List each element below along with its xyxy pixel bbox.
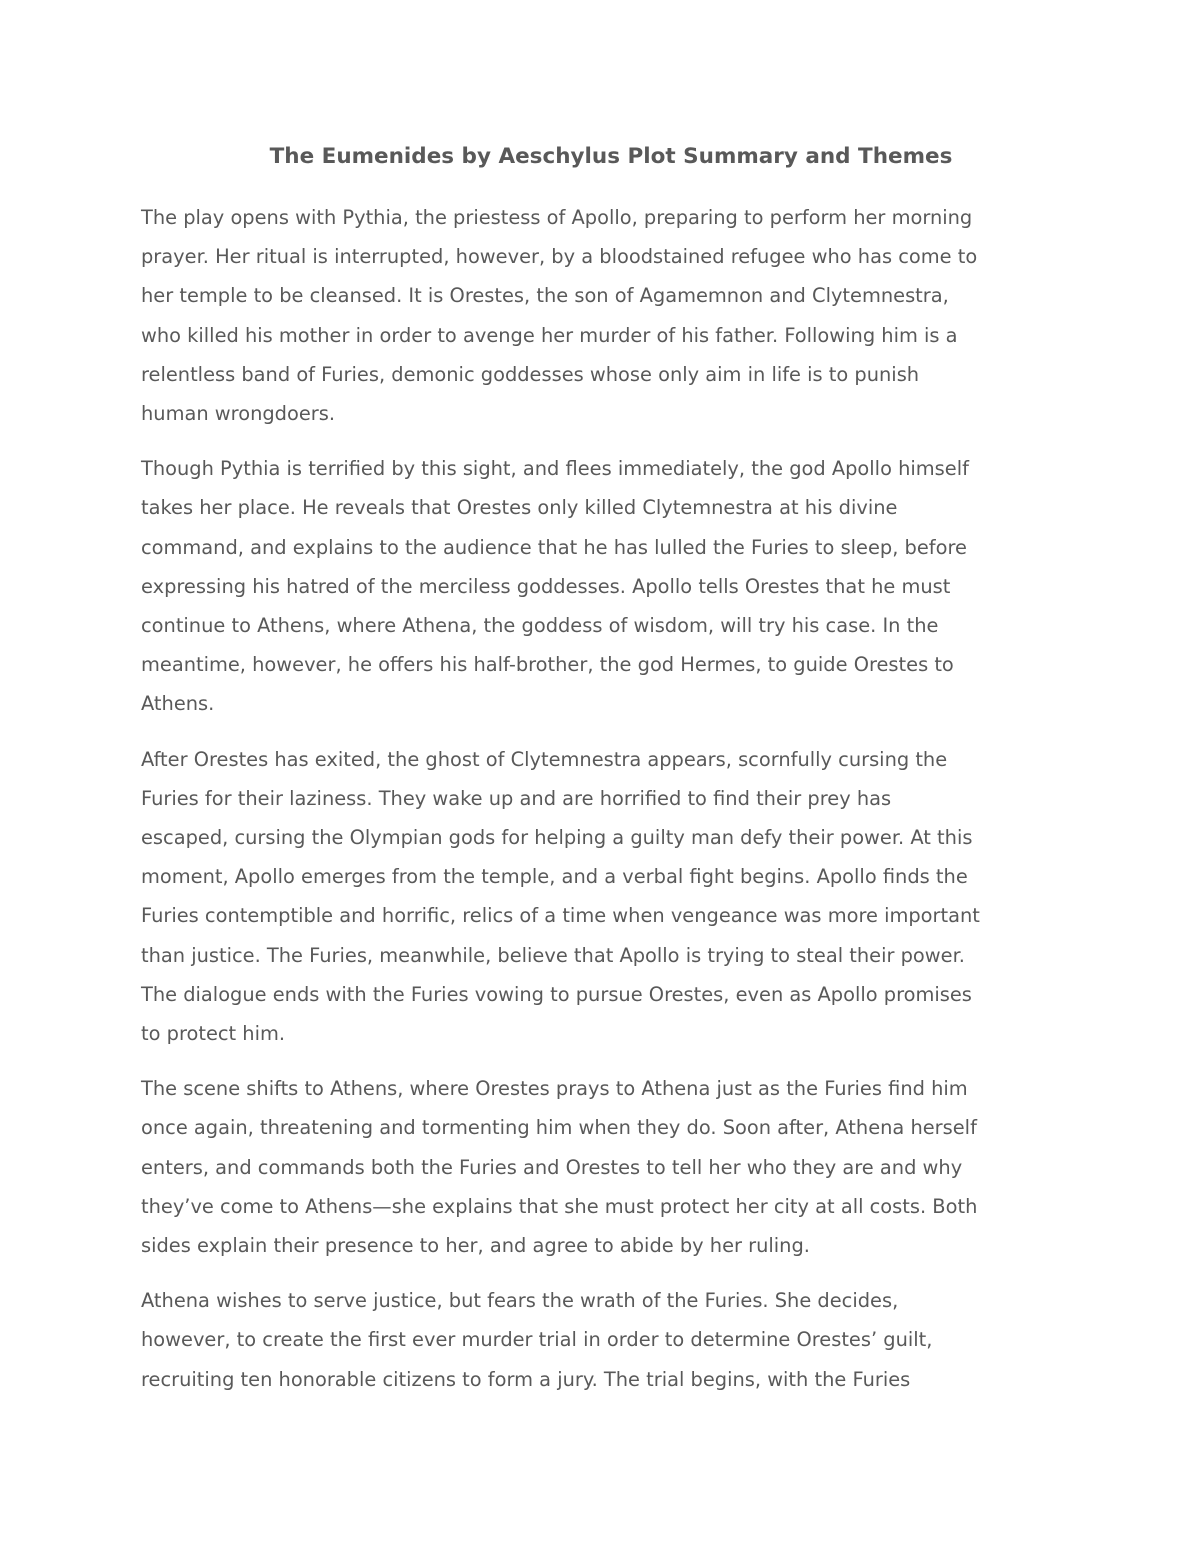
paragraph-line: The dialogue ends with the Furies vowing to pursue Orestes, even as Apollo promises bbox=[141, 982, 972, 1006]
paragraph-line: who killed his mother in order to avenge her murder of his father. Following him is a bbox=[141, 323, 958, 347]
paragraph bbox=[141, 198, 1086, 433]
paragraph-line: relentless band of Furies, demonic goddesses whose only aim in life is to punish bbox=[141, 362, 920, 386]
paragraph-line: expressing his hatred of the merciless goddesses. Apollo tells Orestes that he must bbox=[141, 574, 951, 598]
document-title: The Eumenides by Aeschylus Plot Summary and Themes bbox=[269, 144, 953, 169]
paragraph-line: than justice. The Furies, meanwhile, believe that Apollo is trying to steal their power. bbox=[141, 943, 965, 967]
paragraph-line: once again, threatening and tormenting him when they do. Soon after, Athena herself bbox=[141, 1116, 977, 1140]
paragraph-line: recruiting ten honorable citizens to form a jury. The trial begins, with the Furies bbox=[141, 1367, 911, 1391]
paragraph bbox=[141, 1281, 1086, 1399]
paragraph-line: however, to create the first ever murder trial in order to determine Orestes’ guilt, bbox=[141, 1328, 933, 1352]
paragraph-line: moment, Apollo emerges from the temple, and a verbal fight begins. Apollo finds the bbox=[141, 865, 968, 889]
paragraph-line: escaped, cursing the Olympian gods for helping a guilty man defy their power. At this bbox=[141, 826, 973, 850]
paragraph-line: human wrongdoers. bbox=[141, 402, 336, 426]
paragraph-line: The play opens with Pythia, the priestess of Apollo, preparing to perform her morning bbox=[141, 206, 973, 229]
paragraph-line: to protect him. bbox=[141, 1022, 286, 1046]
paragraph-line: Furies contemptible and horrific, relics of a time when vengeance was more important bbox=[141, 904, 980, 928]
paragraph-line: Furies for their laziness. They wake up and are horrified to find their prey has bbox=[141, 786, 892, 810]
paragraph bbox=[141, 740, 1086, 1054]
paragraph-line: her temple to be cleansed. It is Orestes, the son of Agamemnon and Clytemnestra, bbox=[141, 284, 949, 308]
paragraph-line: enters, and commands both the Furies and Orestes to tell her who they are and why bbox=[141, 1155, 963, 1179]
paragraph-line: prayer. Her ritual is interrupted, however, by a bloodstained refugee who has come to bbox=[141, 245, 978, 269]
paragraph-line: Athens. bbox=[141, 692, 215, 716]
document-body bbox=[141, 198, 1086, 1415]
paragraph-line: After Orestes has exited, the ghost of Clytemnestra appears, scornfully cursing the bbox=[141, 747, 948, 771]
paragraph-line: continue to Athens, where Athena, the goddess of wisdom, will try his case. In the bbox=[141, 614, 939, 638]
paragraph bbox=[141, 449, 1086, 723]
paragraph-line: command, and explains to the audience that he has lulled the Furies to sleep, before bbox=[141, 535, 967, 559]
paragraph-line: sides explain their presence to her, and agree to abide by her ruling. bbox=[141, 1234, 810, 1258]
paragraph-line: meantime, however, he offers his half-brother, the god Hermes, to guide Orestes to bbox=[141, 653, 954, 677]
paragraph-line: The scene shifts to Athens, where Orestes prays to Athena just as the Furies find him bbox=[141, 1077, 968, 1101]
paragraph-line: Though Pythia is terrified by this sight, and flees immediately, the god Apollo himself bbox=[141, 457, 969, 481]
paragraph-line: Athena wishes to serve justice, but fears the wrath of the Furies. She decides, bbox=[141, 1289, 899, 1313]
paragraph-line: takes her place. He reveals that Orestes only killed Clytemnestra at his divine bbox=[141, 496, 898, 520]
paragraph bbox=[141, 1069, 1086, 1265]
paragraph-line: they’ve come to Athens—she explains that she must protect her city at all costs. Both bbox=[141, 1194, 978, 1218]
